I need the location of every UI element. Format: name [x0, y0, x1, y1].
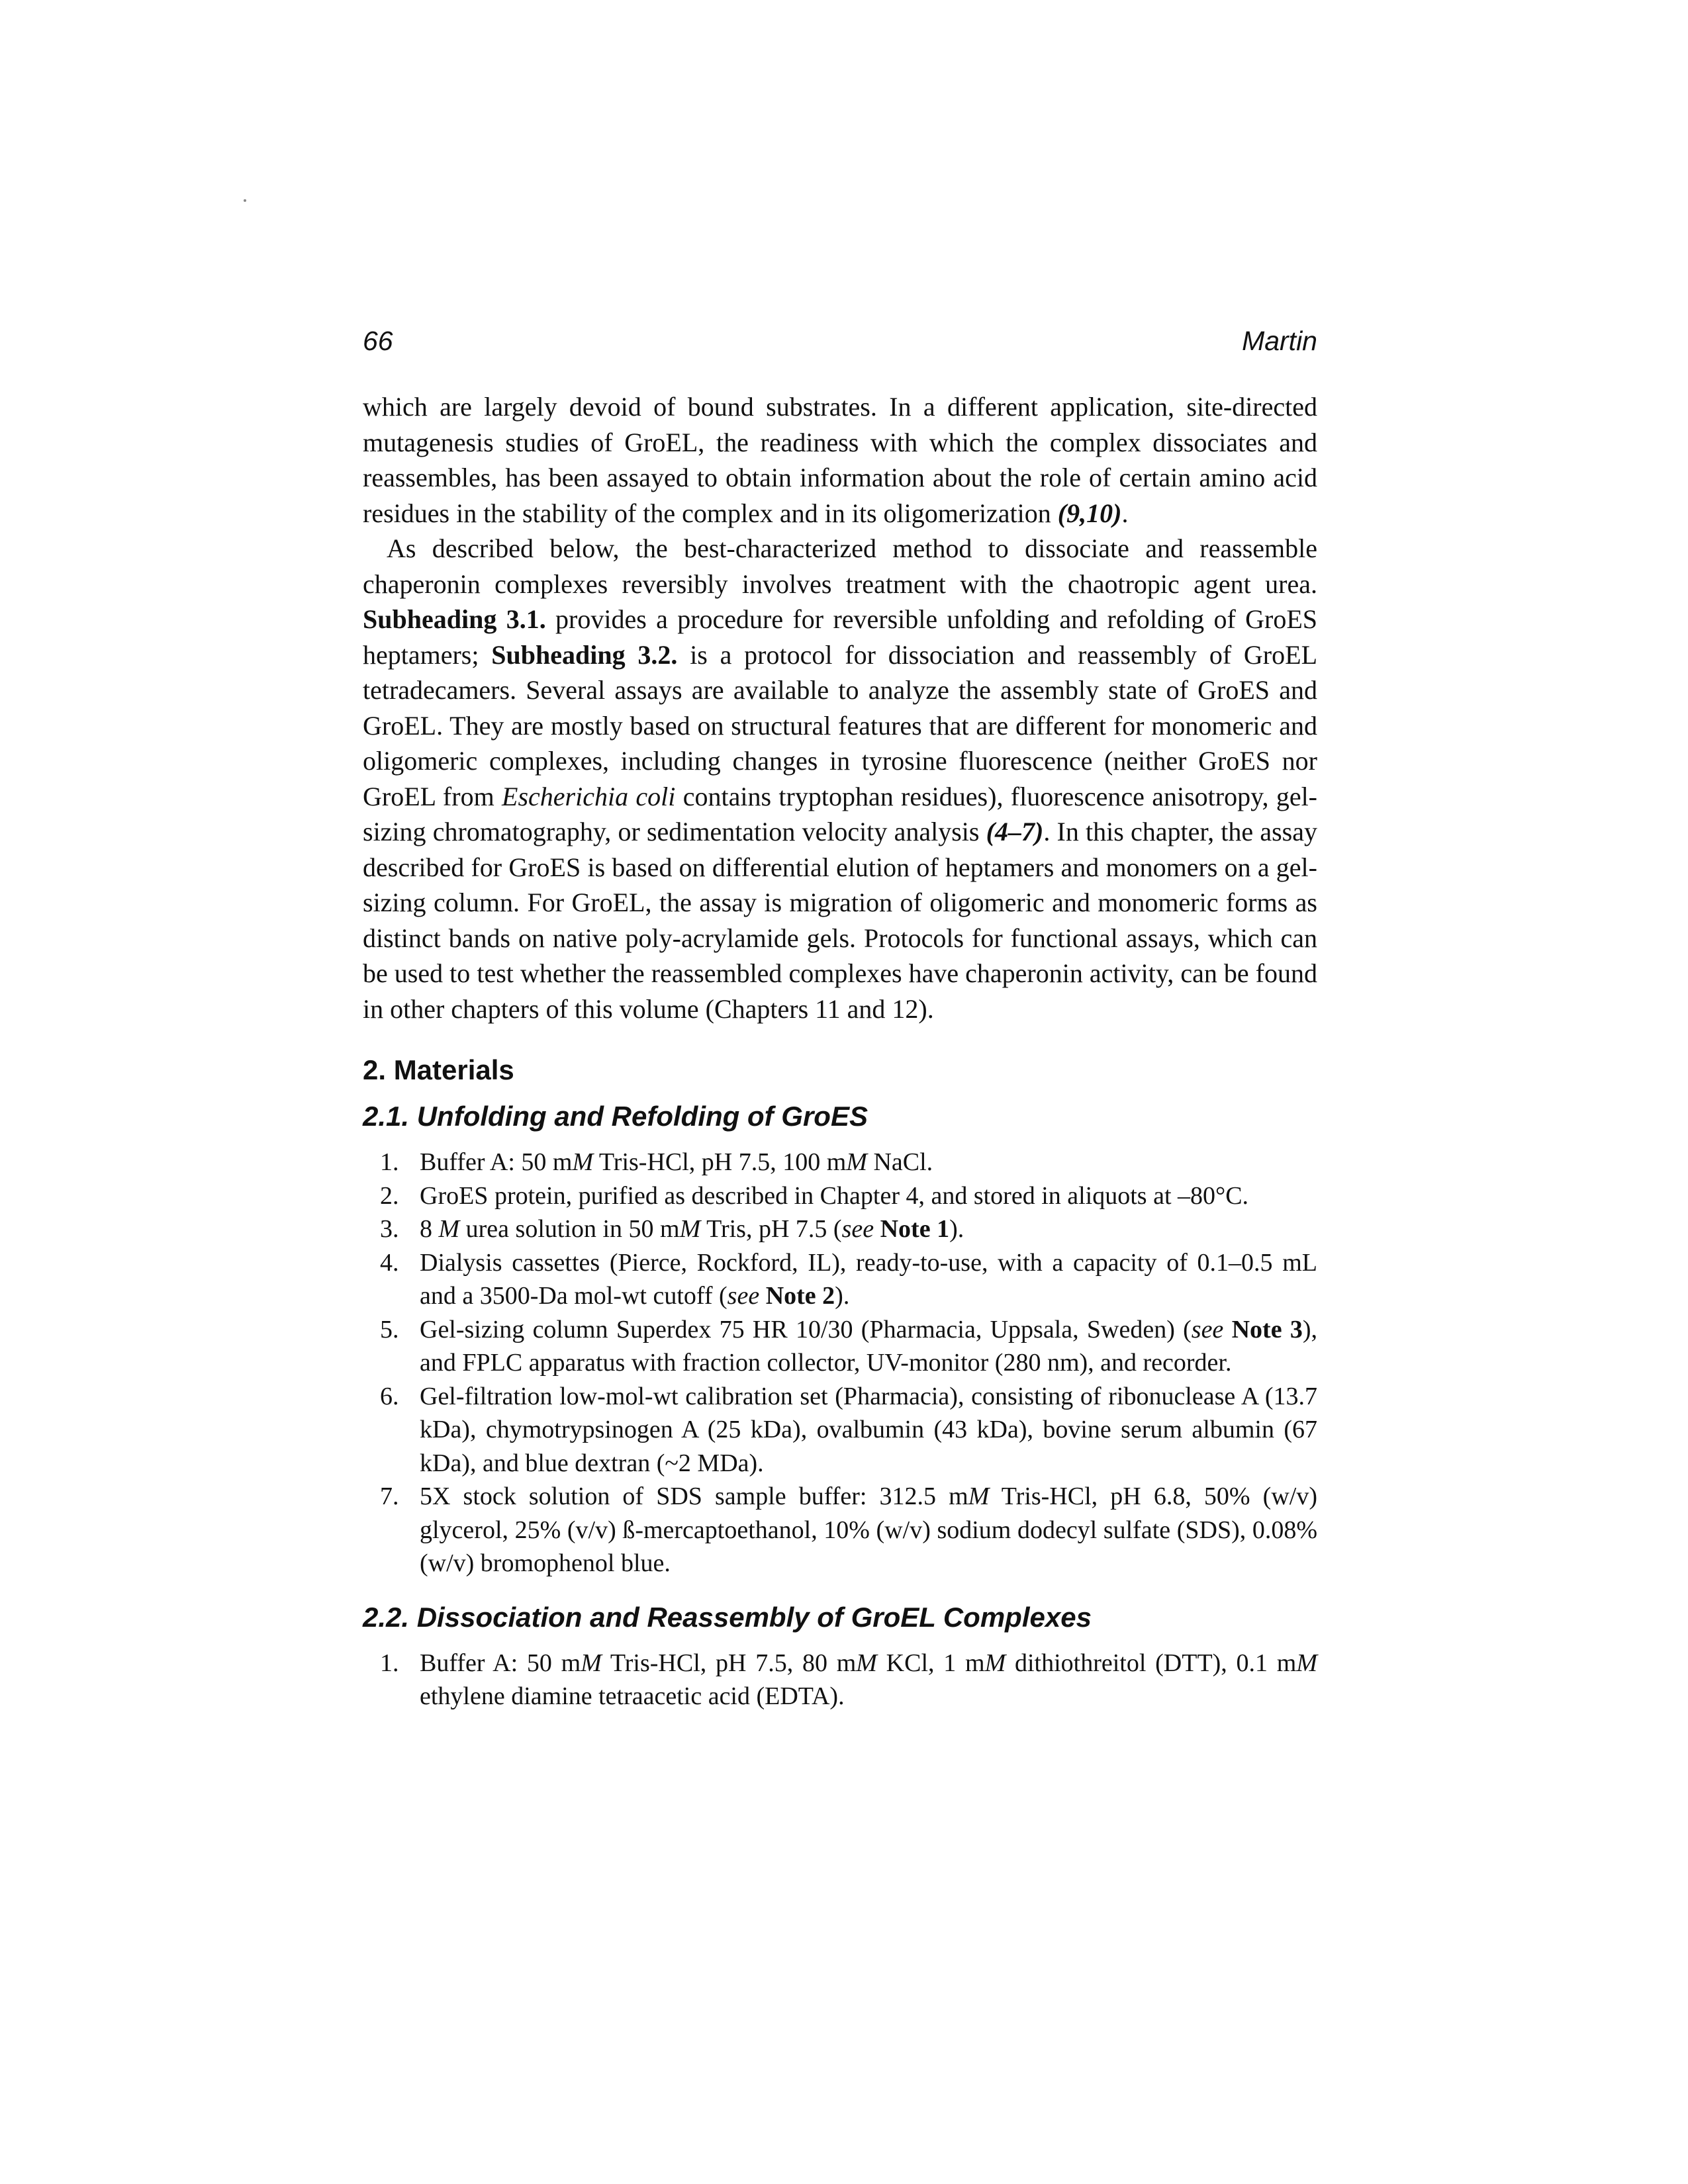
list-item: 6. Gel-filtration low-mol-wt calibration set (Pharmacia), consisting of ribonuclease A (13.7 kDa), chymotrypsinogen A (25 kDa), ovalbumin (43 kDa), bovine serum albumin (67 kDa), and blue dextran (~2 MDa).: [380, 1382, 1317, 1477]
list-item: 3. 8 M urea solution in 50 mM Tris, pH 7.5 (see Note 1).: [380, 1215, 964, 1243]
running-header: [363, 319, 1317, 365]
scan-speck: [244, 199, 246, 202]
list-item: 2. GroES protein, purified as described in Chapter 4, and stored in aliquots at –80°C.: [380, 1181, 1249, 1210]
note-reference: Note 2: [765, 1282, 835, 1310]
list-item: 1. Buffer A: 50 mM Tris-HCl, pH 7.5, 100 mM NaCl.: [380, 1148, 933, 1176]
citation: (4–7): [986, 817, 1044, 846]
page-number: 66: [363, 326, 393, 356]
materials-list-groes: [363, 1146, 1317, 1580]
citation: (9,10): [1057, 498, 1122, 528]
cross-reference: Subheading 3.1.: [363, 604, 546, 634]
page-body: [363, 389, 1317, 1713]
intro-paragraph-2: As described below, the best-characterized method to dissociate and reassemble chaperonin complexes reversibly involves treatment with the chaotropic agent urea. Subheading 3.1. provides a procedure for reversible unfolding and refolding of GroES heptamers; Subheading 3.2. is a protocol for dissociation and reassembly of GroEL tetradecamers. Several assays are available to analyze the assembly state of GroES and GroEL. They are mostly based on structural features that are different for monomeric and oligomeric complexes, including changes in tyrosine fluorescence (neither GroES nor GroEL from Escherichia coli contains tryptophan residues), fluorescence anisotropy, gel-sizing chromatography, or sedimentation velocity analysis (4–7). In this chapter, the assay described for GroES is based on differential elution of heptamers and monomers on a gel-sizing column. For GroEL, the assay is migration of oligomeric and monomeric forms as distinct bands on native poly-acrylamide gels. Protocols for functional assays, which can be used to test whether the reassembled complexes have chaperonin activity, can be found in other chapters of this volume (Chapters 11 and 12).: [363, 533, 1318, 1024]
list-item: 7. 5X stock solution of SDS sample buffer: 312.5 mM Tris-HCl, pH 6.8, 50% (w/v) glycerol, 25% (v/v) ß-mercaptoethanol, 10% (w/v) sodium dodecyl sulfate (SDS), 0.08% (w/v) bromophenol blue.: [380, 1482, 1317, 1577]
cross-reference: Subheading 3.2.: [491, 639, 678, 670]
materials-list-groel: [363, 1647, 1317, 1713]
subsection-heading-2-1: 2.1. Unfolding and Refolding of GroES: [363, 1101, 868, 1132]
intro-paragraph-1: which are largely devoid of bound substrates. In a different application, site-directed mutagenesis studies of GroEL, the readiness with which the complex dissociates and reassembles, has been assayed to obtain information about the role of certain amino acid residues in the stability of the complex and in its oligomerization (9,10).: [363, 392, 1317, 528]
list-item: 5. Gel-sizing column Superdex 75 HR 10/30 (Pharmacia, Uppsala, Sweden) (see Note 3), and FPLC apparatus with fraction collector, UV-monitor (280 nm), and recorder.: [380, 1315, 1317, 1377]
section-heading-materials: 2. Materials: [363, 1054, 514, 1085]
subsection-heading-2-2: 2.2. Dissociation and Reassembly of GroEL Complexes: [363, 1601, 1092, 1633]
list-item: 1. Buffer A: 50 mM Tris-HCl, pH 7.5, 80 mM KCl, 1 mM dithiothreitol (DTT), 0.1 mM ethylene diamine tetraacetic acid (EDTA).: [380, 1649, 1318, 1710]
note-reference: Note 1: [880, 1215, 950, 1243]
running-head-author: Martin: [1242, 326, 1317, 356]
note-reference: Note 3: [1231, 1315, 1303, 1343]
list-item: 4. Dialysis cassettes (Pierce, Rockford, IL), ready-to-use, with a capacity of 0.1–0.5 mL and a 3500-Da mol-wt cutoff (see Note 2).: [380, 1248, 1317, 1310]
species-name: Escherichia coli: [502, 781, 676, 811]
